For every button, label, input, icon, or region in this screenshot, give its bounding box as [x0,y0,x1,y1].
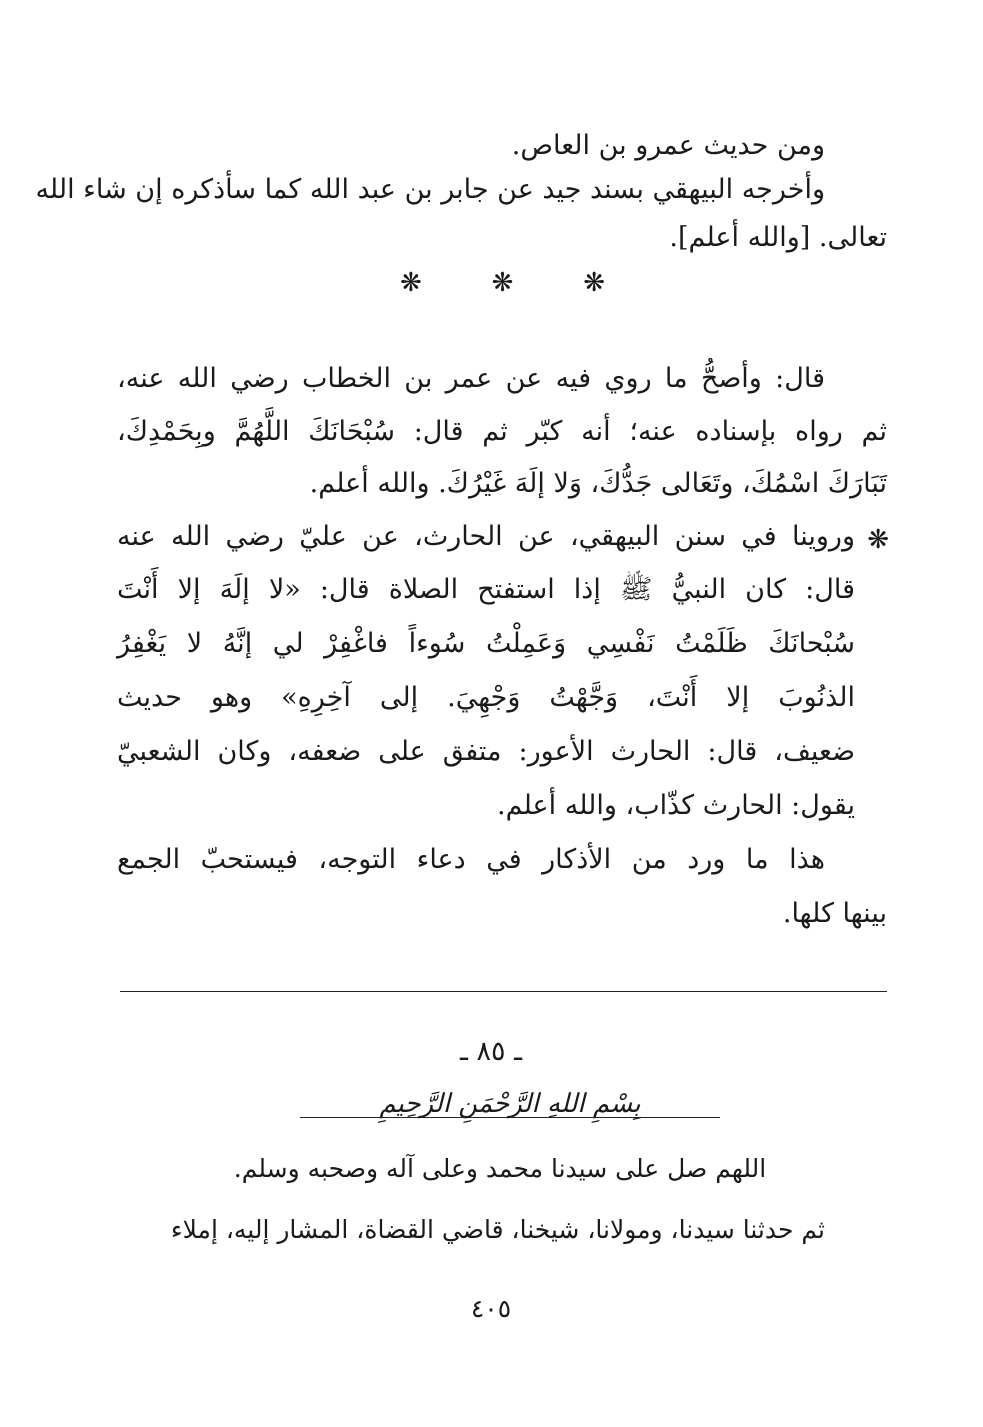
basmala-underline [300,1117,720,1118]
text-line: قال: كان النبيُّ ﷺ إذا استفتح الصلاة قال: «لا إلَهَ إلا أَنْتَ [117,574,855,605]
text-line: ثم حدثنا سيدنا، ومولانا، شيخنا، قاضي القضاة، المشار إليه، إملاء [170,1215,825,1244]
text-line: اللهم صل على سيدنا محمد وعلى آله وصحبه وسلم. [233,1154,767,1183]
text-line: ثم رواه بإسناده عنه؛ أنه كبّر ثم قال: سُبْحَانَكَ اللَّهُمَّ وبِحَمْدِكَ، [117,416,887,447]
text-line: سُبْحانَكَ ظَلَمْتُ نَفْسِي وَعَمِلْتُ سُوءاً فاغْفِرْ لي إنَّهُ لا يَغْفِرُ [117,628,855,659]
section-divider [120,991,887,992]
text-line: بينها كلها. [782,898,887,929]
text-line: وأخرجه البيهقي بسند جيد عن جابر بن عبد الله كما سأذكره إن شاء الله [35,174,825,205]
text-line: تَبَارَكَ اسْمُكَ، وتَعَالى جَدُّكَ، وَلا إلَهَ غَيْرُكَ. والله أعلم. [309,468,887,499]
text-line: هذا ما ورد من الأذكار في دعاء التوجه، فيستحبّ الجمع [117,844,825,875]
text-line: ومن حديث عمرو بن العاص. [511,130,825,161]
text-line: الذنُوبَ إلا أَنْتَ، وَجَّهْتُ وَجْهِيَ. إلى آخِرِهِ» وهو حديث [117,682,855,713]
text-line: تعالى. [والله أعلم]. [669,222,887,253]
text-line: قال: وأصحُّ ما روي فيه عن عمر بن الخطاب رضي الله عنه، [117,363,825,394]
session-number: ـ ٨٥ ـ [459,1036,522,1067]
star-ornament-icon: ❋ [583,268,605,298]
page-number: ٤٠٥ [470,1294,512,1323]
text-line: ضعيف، قال: الحارث الأعور: متفق على ضعفه، وكان الشعبيّ [117,736,855,767]
star-ornament-icon: ❋ [491,268,514,298]
section-separator [400,268,605,298]
text-line: يقول: الحارث كذّاب، والله أعلم. [497,790,855,821]
text-line: وروينا في سنن البيهقي، عن الحارث، عن عليّ رضي الله عنه [117,521,855,552]
star-ornament-icon: ❋ [867,525,889,555]
star-ornament-icon: ❋ [400,268,422,298]
basmala: بِسْمِ اللهِ الرَّحْمَنِ الرَّحِيمِ [379,1089,641,1119]
